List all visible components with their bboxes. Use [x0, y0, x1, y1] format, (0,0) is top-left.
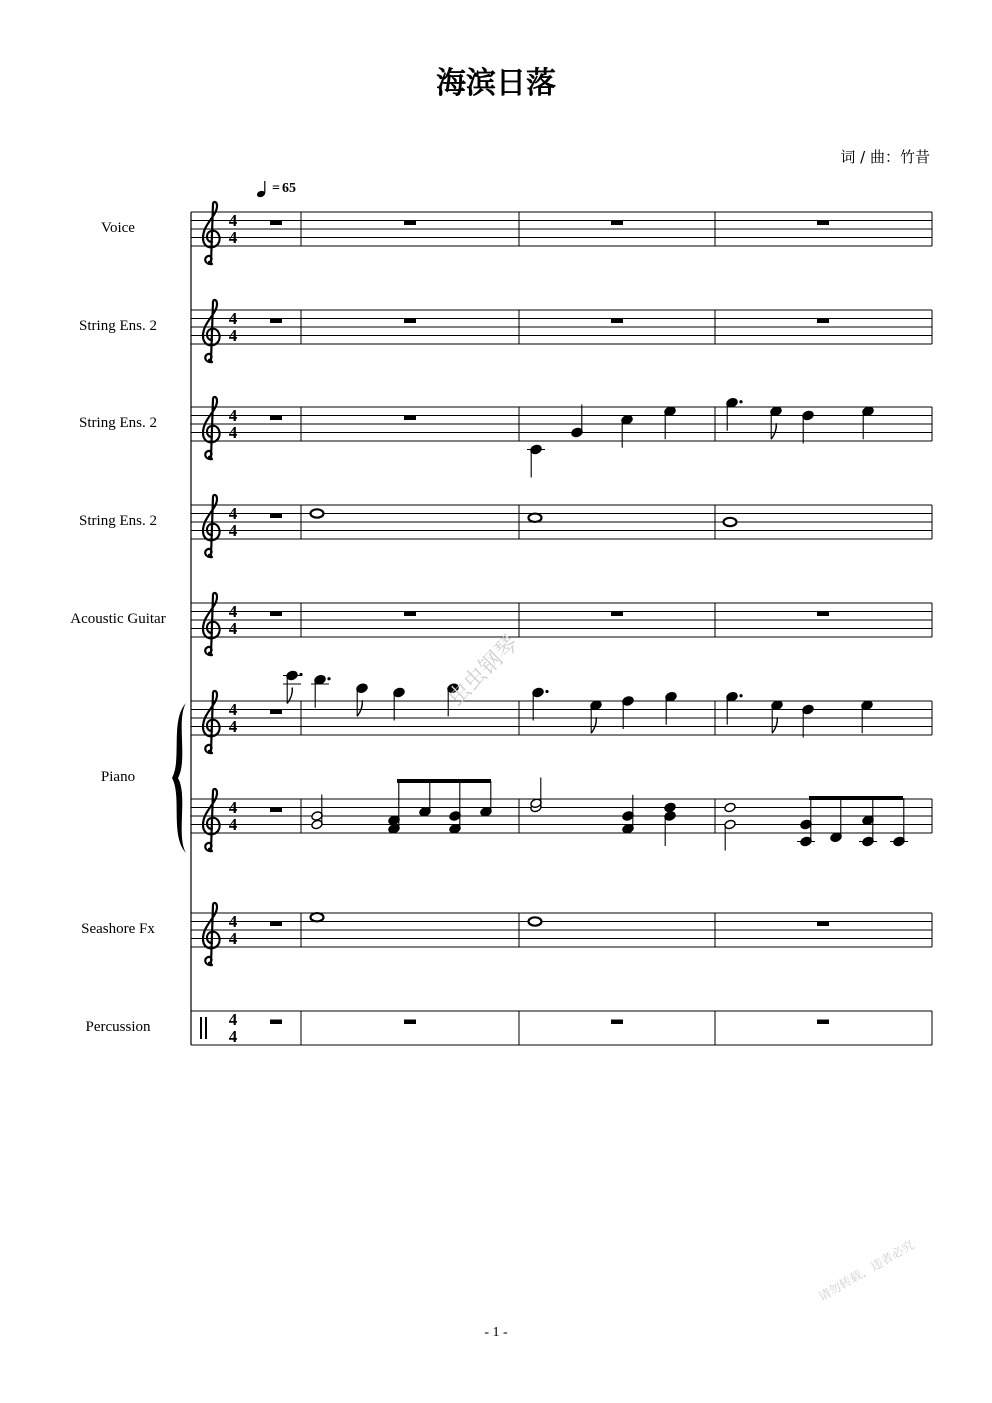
time-signature-top: 4 — [228, 798, 238, 817]
treble-clef-icon — [203, 300, 220, 362]
time-signature-top: 4 — [228, 1010, 238, 1029]
treble-clef-icon — [203, 397, 220, 459]
time-signature-top: 4 — [228, 211, 238, 230]
note-flag — [771, 423, 776, 439]
instrument-name-strings-2: String Ens. 2 — [79, 415, 157, 431]
whole-rest — [404, 1020, 416, 1025]
note-head — [724, 802, 736, 813]
whole-note — [311, 913, 324, 921]
piano-brace-icon — [172, 703, 186, 853]
time-signature-top: 4 — [228, 504, 238, 523]
whole-rest — [270, 319, 282, 324]
whole-rest — [611, 1020, 623, 1025]
watermark-corner: 请勿转载，违者必究 — [816, 1237, 917, 1304]
whole-rest — [817, 612, 829, 617]
treble-clef-icon — [203, 691, 220, 753]
instrument-name-percussion: Percussion — [85, 1019, 151, 1035]
whole-note — [529, 917, 542, 925]
note-dot — [739, 694, 742, 697]
treble-clef-icon — [203, 202, 220, 264]
whole-rest — [270, 1020, 282, 1025]
whole-rest — [270, 221, 282, 226]
tempo-value: 65 — [281, 181, 296, 196]
composer-credit: 词 / 曲：竹昔 — [840, 148, 930, 166]
whole-rest — [817, 319, 829, 324]
note-dot — [739, 400, 742, 403]
time-signature-bottom: 4 — [228, 929, 238, 948]
whole-note — [311, 509, 324, 517]
instrument-name-seashore: Seashore Fx — [81, 921, 155, 937]
time-signature-bottom: 4 — [228, 815, 238, 834]
watermark-center: 虫虫钢琴 — [443, 631, 524, 712]
tempo-marking: = 65 — [256, 180, 296, 198]
treble-clef-icon — [203, 789, 220, 851]
time-signature-top: 4 — [228, 700, 238, 719]
time-signature-bottom: 4 — [228, 619, 238, 638]
whole-rest — [611, 221, 623, 226]
note-beam — [397, 779, 491, 783]
time-signature-bottom: 4 — [228, 228, 238, 247]
whole-rest — [404, 416, 416, 421]
whole-rest — [817, 221, 829, 226]
whole-rest — [404, 612, 416, 617]
time-signature-bottom: 4 — [228, 423, 238, 442]
time-signature-top: 4 — [228, 912, 238, 931]
whole-rest — [270, 612, 282, 617]
time-signature-bottom: 4 — [228, 1027, 238, 1046]
time-signature-top: 4 — [228, 406, 238, 425]
score-title: 海滨日落 — [436, 66, 556, 101]
whole-rest — [270, 416, 282, 421]
whole-note — [529, 514, 542, 522]
time-signature-bottom: 4 — [228, 717, 238, 736]
whole-rest — [270, 808, 282, 813]
time-signature-top: 4 — [228, 602, 238, 621]
whole-rest — [611, 612, 623, 617]
note-head — [664, 802, 676, 813]
time-signature-top: 4 — [228, 309, 238, 328]
whole-rest — [270, 710, 282, 715]
whole-rest — [270, 514, 282, 519]
instrument-name-voice: Voice — [101, 220, 135, 236]
instrument-name-piano: Piano — [100, 769, 136, 785]
time-signature-bottom: 4 — [228, 521, 238, 540]
note-flag — [357, 700, 362, 716]
treble-clef-icon — [203, 495, 220, 557]
whole-rest — [611, 319, 623, 324]
instrument-name-strings-1: String Ens. 2 — [79, 318, 157, 334]
whole-rest — [817, 922, 829, 927]
instrument-name-guitar: Acoustic Guitar — [70, 611, 166, 627]
note-beam — [809, 796, 903, 800]
note-dot — [545, 690, 548, 693]
page-number: - 1 - — [484, 1325, 508, 1340]
whole-rest — [404, 221, 416, 226]
whole-note — [724, 518, 737, 526]
instrument-name-strings-3: String Ens. 2 — [79, 513, 157, 529]
treble-clef-icon — [203, 903, 220, 965]
note-dot — [327, 677, 330, 680]
treble-clef-icon — [203, 593, 220, 655]
note-flag — [772, 717, 777, 733]
time-signature-bottom: 4 — [228, 326, 238, 345]
whole-rest — [404, 319, 416, 324]
whole-rest — [270, 922, 282, 927]
whole-rest — [817, 1020, 829, 1025]
note-flag — [591, 717, 596, 733]
